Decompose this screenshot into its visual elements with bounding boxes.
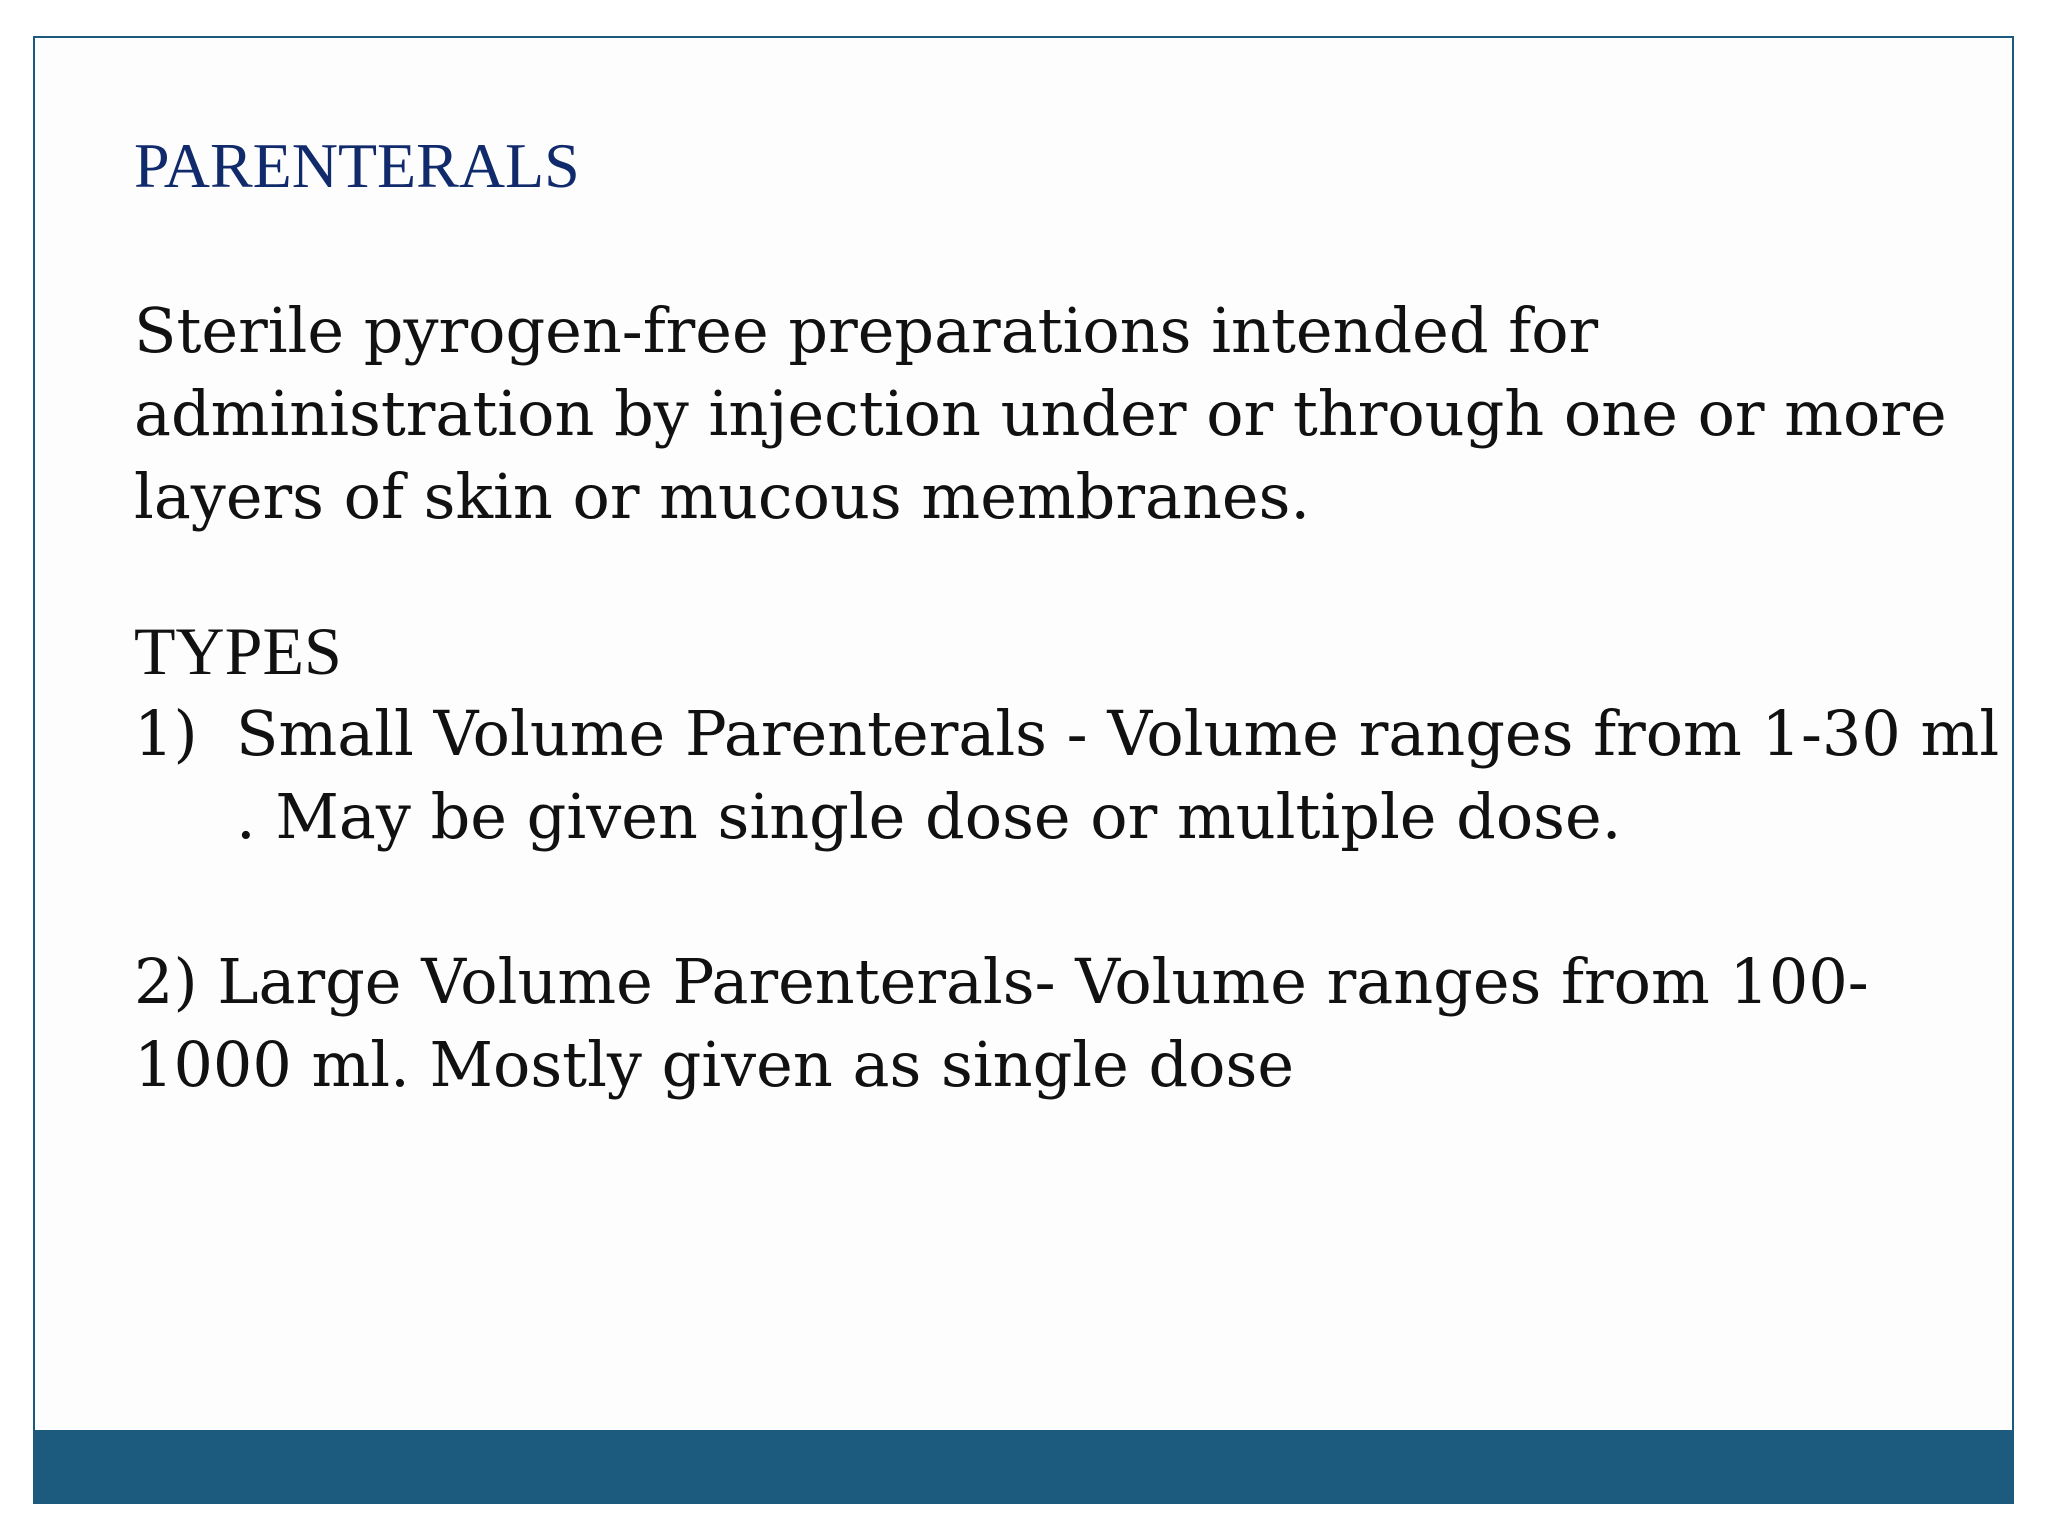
definition-text: Sterile pyrogen-free preparations intended for administration by injection under or through one or more layers of skin or mucous membranes.	[134, 293, 1947, 533]
types-heading: TYPES	[134, 612, 342, 689]
slide-title: PARENTERALS	[134, 130, 580, 201]
list-item	[134, 692, 2004, 858]
list-item: 2) Large Volume Parenterals- Volume ranges from 100-1000 ml. Mostly given as single dose	[134, 944, 1869, 1101]
slide	[33, 36, 2014, 1504]
footer-bar	[35, 1430, 2012, 1502]
list-item-text: Small Volume Parenterals - Volume ranges from 1-30 ml . May be given single dose or multiple dose.	[236, 696, 2000, 853]
slide-content	[134, 128, 2004, 1106]
list-item-number: 1)	[134, 696, 198, 770]
